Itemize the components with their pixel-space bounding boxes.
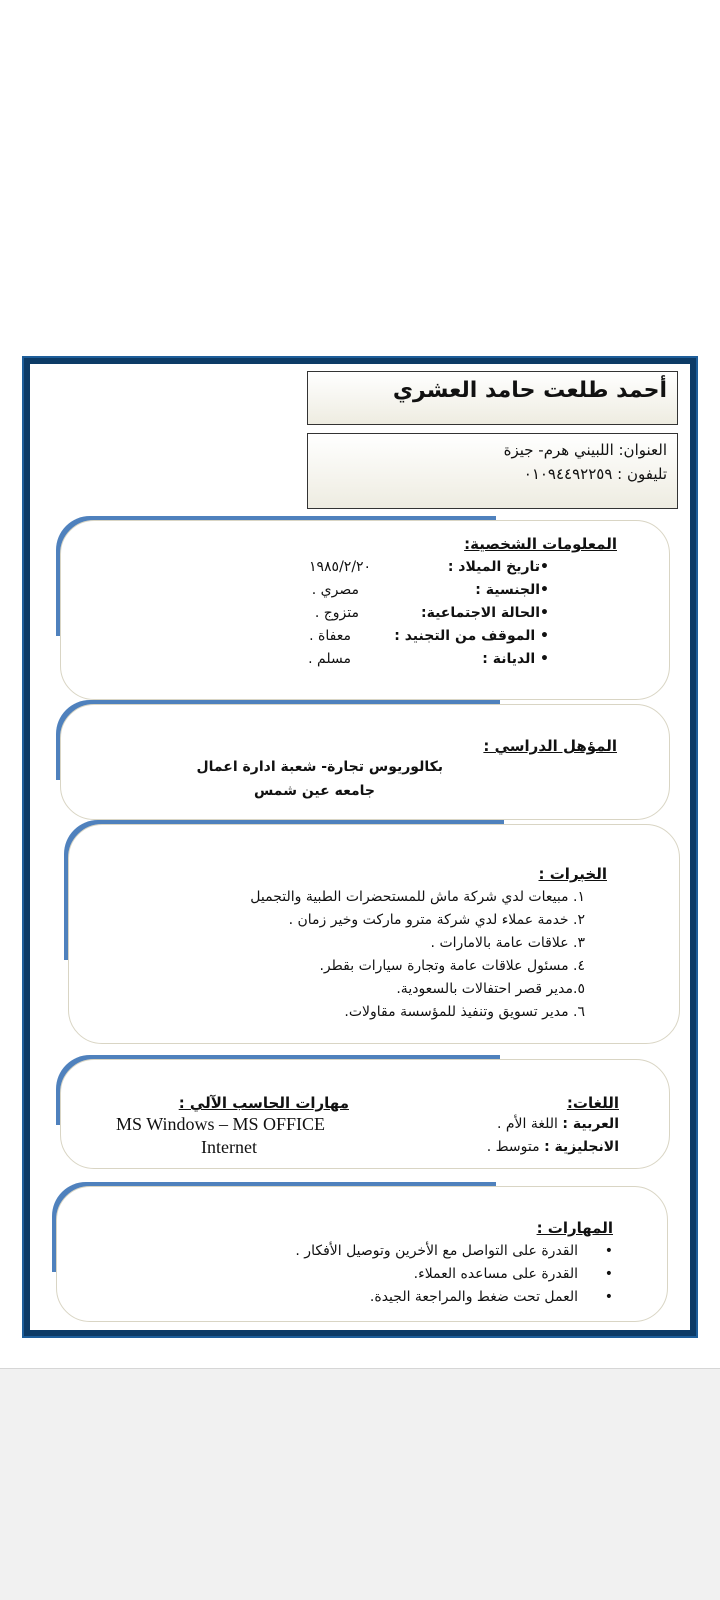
english-language <box>487 1139 619 1155</box>
experience-heading: الخبرات : <box>538 865 607 883</box>
contact-box <box>307 433 678 509</box>
computer-skill-windows: MS Windows – MS OFFICE <box>116 1114 325 1134</box>
bullet-icon: • <box>604 1243 613 1259</box>
bullet-icon: • <box>604 1266 613 1282</box>
english-value: متوسط . <box>486 1139 540 1155</box>
nationality-value: مصري . <box>311 582 359 598</box>
experience-item: ٥.مدير قصر احتفالات بالسعودية. <box>396 981 585 997</box>
skills-heading: المهارات : <box>536 1219 613 1237</box>
religion-value: مسلم . <box>308 651 351 667</box>
personal-info-card <box>60 520 670 700</box>
experience-item: ٦. مدير تسويق وتنفيذ للمؤسسة مقاولات. <box>344 1004 585 1020</box>
military-label: • الموقف من التجنيد : <box>394 628 549 644</box>
military-value: معفاة . <box>309 628 351 644</box>
languages-card <box>60 1059 670 1169</box>
dob-value: ١٩٨٥/٢/٢٠ <box>309 559 372 575</box>
university: جامعه عين شمس <box>254 783 375 799</box>
arabic-language <box>497 1116 619 1132</box>
arabic-value: اللغة الأم . <box>496 1116 558 1132</box>
skill-item: • القدرة على مساعده العملاء. <box>413 1266 613 1282</box>
address: العنوان: اللبيني هرم- جيزة <box>503 441 667 459</box>
bullet-icon: • <box>604 1289 613 1305</box>
experience-item: ١. مبيعات لدي شركة ماش للمستحضرات الطبية والتجميل <box>250 889 585 905</box>
skill-item: • العمل تحت ضغط والمراجعة الجيدة. <box>369 1289 613 1305</box>
religion-label: • الديانة : <box>482 651 549 667</box>
computer-skill-internet: Internet <box>201 1137 257 1157</box>
education-heading: المؤهل الدراسي : <box>483 737 617 755</box>
experience-item: ٣. علاقات عامة بالامارات . <box>430 935 585 951</box>
nationality-label: •الجنسية : <box>475 582 549 598</box>
experience-item: ٤. مسئول علاقات عامة وتجارة سيارات بقطر. <box>319 958 585 974</box>
full-name: أحمد طلعت حامد العشري <box>392 378 667 403</box>
skills-card <box>56 1186 668 1322</box>
experience-card <box>68 824 680 1044</box>
arabic-label: العربية : <box>562 1116 619 1132</box>
dob-label: •تاريخ الميلاد : <box>447 559 549 575</box>
education-card <box>60 704 670 820</box>
experience-item: ٢. خدمة عملاء لدي شركة مترو ماركت وخير زمان . <box>288 912 585 928</box>
marital-value: متزوج . <box>314 605 359 621</box>
name-box <box>307 371 678 425</box>
computer-heading: مهارات الحاسب الآلي : <box>178 1094 349 1112</box>
english-label: الانجليزية : <box>544 1139 619 1155</box>
degree: بكالوريوس تجارة- شعبة ادارة اعمال <box>196 759 443 775</box>
languages-heading: اللغات: <box>566 1094 619 1112</box>
personal-heading: المعلومات الشخصية: <box>464 535 617 553</box>
phone: تليفون : ٠١٠٩٤٤٩٢٢٥٩ <box>523 465 667 483</box>
skill-item: • القدرة على التواصل مع الأخرين وتوصيل الأفكار . <box>295 1243 613 1259</box>
marital-label: •الحالة الاجتماعية: <box>420 605 549 621</box>
